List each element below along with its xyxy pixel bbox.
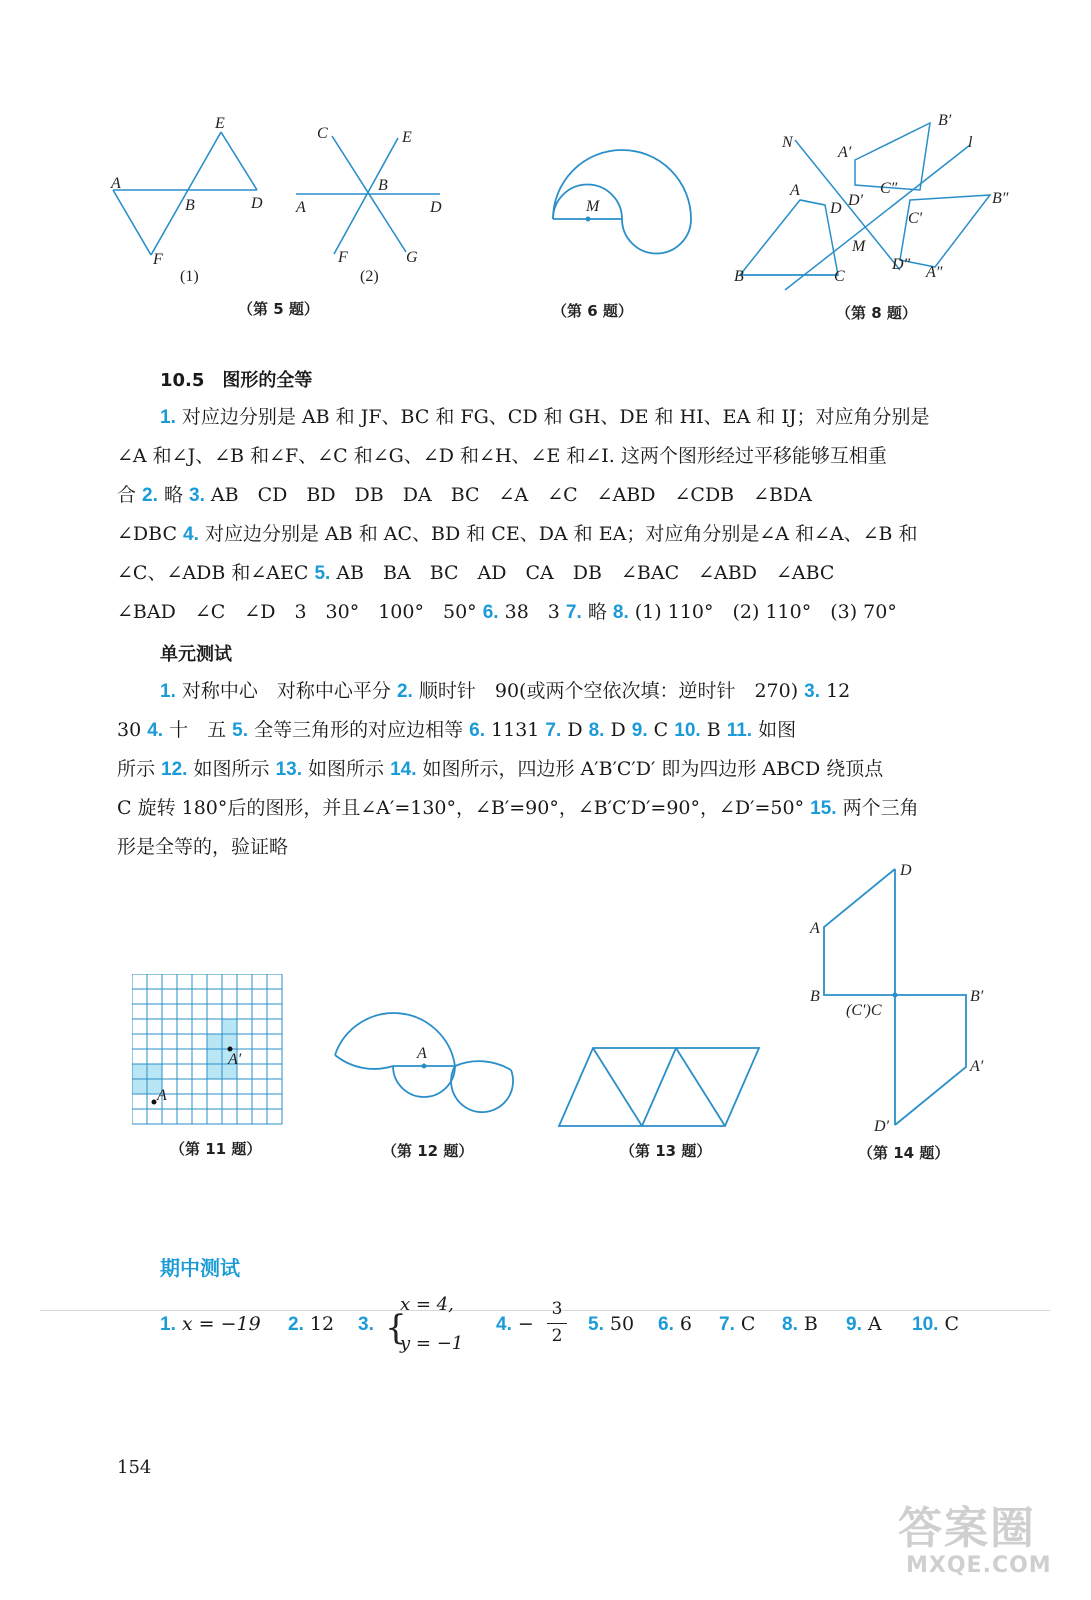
section-title-unit-test: 单元测试	[160, 644, 232, 665]
svg-text:E: E	[215, 115, 225, 132]
midterm-q3-eq2: y = −1	[400, 1333, 464, 1354]
svg-text:(C′)C: (C′)C	[846, 1002, 882, 1019]
answer-text: 38 3	[498, 601, 566, 623]
svg-text:D: D	[900, 862, 912, 879]
midterm-q7	[719, 1313, 755, 1336]
sec105-line	[117, 443, 1007, 469]
sec105-line	[117, 482, 1007, 509]
answer-text: 对应边分别是 AB 和 JF、BC 和 FG、CD 和 GH、DE 和 HI、EA 和 IJ；对应角分别是	[175, 406, 930, 428]
midterm-q1-number: 1.	[160, 1314, 176, 1335]
svg-text:A″: A″	[926, 264, 943, 281]
answer-text: 合	[117, 484, 143, 506]
svg-text:A′: A′	[970, 1058, 984, 1075]
question-number: 2.	[142, 485, 158, 506]
midterm-q9-answer: A	[867, 1313, 882, 1335]
question-number: 1.	[160, 407, 176, 428]
figure-11-caption: （第 11 题）	[170, 1140, 262, 1158]
question-number: 1.	[160, 681, 176, 702]
divider-line	[40, 1310, 1050, 1311]
answer-text: 对应边分别是 AB 和 AC、BD 和 CE、DA 和 EA；对应角分别是∠A 和∠A、∠B 和	[198, 523, 918, 545]
answer-text: 略	[581, 601, 613, 623]
question-number: 10.	[674, 720, 701, 741]
question-number: 8.	[612, 602, 629, 623]
sec105-line	[160, 404, 1050, 431]
question-number: 15.	[810, 798, 837, 819]
watermark-line1: 答案圈	[898, 1503, 1036, 1554]
midterm-q5-number: 5.	[588, 1314, 604, 1335]
page-number: 154	[117, 1457, 152, 1478]
svg-text:M: M	[852, 238, 866, 255]
svg-text:B′: B′	[970, 988, 984, 1005]
watermark-line2: MXQE.COM	[906, 1553, 1052, 1578]
midterm-q5	[588, 1313, 634, 1336]
question-number: 4.	[147, 720, 164, 741]
svg-text:B: B	[810, 988, 820, 1005]
figure-6	[478, 145, 698, 295]
midterm-q2-answer: 12	[309, 1313, 335, 1335]
midterm-q8	[782, 1313, 818, 1336]
answer-text: 两个三角	[836, 797, 919, 819]
figure-5-sub2-label: (2)	[360, 268, 379, 285]
midterm-q6	[658, 1313, 692, 1336]
svg-text:A: A	[157, 1087, 167, 1104]
answer-text: 如图所示，四边形 A′B′C′D′ 即为四边形 ABCD 绕顶点	[416, 758, 884, 780]
figure-14-caption: （第 14 题）	[858, 1144, 950, 1162]
svg-text:F: F	[153, 251, 163, 268]
svg-text:C″: C″	[880, 180, 898, 197]
answer-text: 30	[117, 719, 148, 741]
section-title-10-5: 10.5 图形的全等	[160, 370, 313, 391]
answer-text: 对称中心 对称中心平分	[175, 680, 397, 702]
answer-text: D	[604, 719, 632, 741]
sec105-line	[117, 521, 1007, 548]
question-number: 7.	[565, 602, 582, 623]
svg-text:A′: A′	[838, 144, 852, 161]
section-title-midterm: 期中测试	[160, 1256, 240, 1280]
question-number: 5.	[232, 720, 249, 741]
answer-text: ∠A 和∠J、∠B 和∠F、∠C 和∠G、∠D 和∠H、∠E 和∠I. 这两个图形经过平移能够互相重	[117, 445, 887, 467]
svg-text:D: D	[251, 195, 263, 212]
svg-text:D′: D′	[848, 192, 864, 209]
answer-text: ∠BAD ∠C ∠D 3 30° 100° 50°	[117, 601, 483, 623]
answer-text: AB CD BD DB DA BC ∠A ∠C ∠ABD ∠CDB ∠BDA	[204, 484, 812, 506]
question-number: 11.	[726, 720, 753, 741]
midterm-q10	[912, 1313, 959, 1336]
answer-text: 如图	[752, 719, 797, 741]
figure-5-1	[105, 110, 275, 280]
question-number: 6.	[482, 602, 499, 623]
unittest-line	[117, 795, 1007, 822]
midterm-q6-answer: 6	[679, 1313, 692, 1335]
svg-text:N: N	[782, 134, 793, 151]
question-number: 3.	[189, 485, 205, 506]
svg-text:C: C	[317, 125, 328, 142]
answer-text: 形是全等的，验证略	[117, 836, 289, 858]
figure-13	[555, 1044, 765, 1130]
answer-text: C 旋转 180°后的图形，并且∠A′=130°，∠B′=90°，∠B′C′D′=90°，∠D′=50°	[117, 797, 811, 819]
svg-text:M: M	[586, 198, 600, 215]
svg-text:D″: D″	[892, 256, 911, 273]
midterm-q4-sign: −	[517, 1313, 534, 1335]
midterm-q8-number: 8.	[782, 1314, 798, 1335]
midterm-q6-number: 6.	[658, 1314, 674, 1335]
question-number: 9.	[631, 720, 648, 741]
svg-text:A: A	[790, 182, 800, 199]
svg-text:A: A	[810, 920, 820, 937]
answer-text: ∠DBC	[117, 523, 184, 545]
midterm-q1-answer: x = −19	[181, 1313, 261, 1335]
svg-text:A′: A′	[228, 1051, 242, 1068]
question-number: 14.	[390, 759, 417, 780]
svg-text:B′: B′	[938, 112, 952, 129]
question-number: 8.	[588, 720, 605, 741]
answer-text: 十 五	[163, 719, 233, 741]
midterm-q3-number-text: 3.	[358, 1314, 374, 1335]
answer-text: C	[647, 719, 675, 741]
svg-text:D: D	[830, 200, 842, 217]
figure-8-caption: （第 8 题）	[836, 304, 917, 322]
figure-5-2	[290, 118, 450, 278]
figure-12-caption: （第 12 题）	[382, 1142, 474, 1160]
svg-text:C: C	[834, 268, 845, 285]
midterm-q4-numerator: 3	[551, 1299, 563, 1319]
answer-text: 12	[820, 680, 851, 702]
midterm-q3-number	[358, 1313, 374, 1336]
answer-text: 略	[157, 484, 189, 506]
answer-text: 如图所示	[187, 758, 276, 780]
fraction-bar	[547, 1323, 567, 1324]
question-number: 13.	[275, 759, 302, 780]
svg-text:D′: D′	[874, 1118, 890, 1135]
sec105-line	[117, 560, 1007, 587]
midterm-q8-answer: B	[803, 1313, 818, 1335]
answer-text: B	[700, 719, 727, 741]
svg-text:B: B	[734, 268, 744, 285]
question-number: 6.	[469, 720, 485, 741]
answer-text: 全等三角形的对应边相等	[248, 719, 470, 741]
answer-text: ∠C、∠ADB 和∠AEC	[117, 562, 315, 584]
question-number: 12.	[161, 759, 188, 780]
figure-5-sub1-label: (1)	[180, 268, 199, 285]
svg-text:E: E	[402, 129, 412, 146]
figure-12	[325, 1000, 525, 1130]
figure-11-grid	[132, 974, 284, 1126]
unittest-line	[117, 756, 1007, 783]
midterm-q9-number: 9.	[846, 1314, 862, 1335]
midterm-q9	[846, 1313, 882, 1336]
svg-text:A: A	[111, 175, 121, 192]
answer-text: 顺时针 90(或两个空依次填：逆时针 270)	[412, 680, 805, 702]
midterm-q4	[496, 1313, 534, 1336]
midterm-q10-number: 10.	[912, 1314, 939, 1335]
midterm-q4-denominator: 2	[551, 1326, 563, 1346]
question-number: 7.	[545, 720, 562, 741]
figure-13-caption: （第 13 题）	[620, 1142, 712, 1160]
svg-text:C′: C′	[908, 210, 923, 227]
midterm-q1	[160, 1313, 261, 1336]
question-number: 2.	[396, 681, 413, 702]
unittest-line	[117, 717, 1007, 744]
svg-text:B″: B″	[992, 190, 1009, 207]
figure-8	[730, 105, 1030, 305]
svg-text:B: B	[185, 197, 195, 214]
svg-text:A: A	[296, 199, 306, 216]
svg-text:l: l	[968, 134, 973, 151]
question-number: 3.	[804, 681, 821, 702]
midterm-q4-number: 4.	[496, 1314, 512, 1335]
answer-text: (1) 110° (2) 110° (3) 70°	[628, 601, 897, 623]
midterm-q7-answer: C	[740, 1313, 756, 1335]
answer-text: 1131	[484, 719, 546, 741]
brace-icon: {	[385, 1308, 407, 1348]
midterm-q3-eq1: x = 4,	[400, 1294, 454, 1315]
figure-5-caption: （第 5 题）	[238, 300, 319, 318]
question-number: 4.	[183, 524, 199, 545]
sec105-line	[117, 599, 1007, 626]
midterm-q5-answer: 50	[609, 1313, 635, 1335]
answer-text: 所示	[117, 758, 162, 780]
midterm-q10-answer: C	[944, 1313, 960, 1335]
midterm-q7-number: 7.	[719, 1314, 735, 1335]
unittest-line	[160, 678, 1050, 705]
svg-text:A: A	[417, 1045, 427, 1062]
midterm-q2-number: 2.	[288, 1314, 304, 1335]
svg-text:G: G	[406, 249, 418, 266]
svg-text:D: D	[430, 199, 442, 216]
answer-text: AB BA BC AD CA DB ∠BAC ∠ABD ∠ABC	[330, 562, 835, 584]
svg-text:F: F	[338, 249, 348, 266]
answer-text: D	[561, 719, 589, 741]
answer-text: 如图所示	[301, 758, 391, 780]
question-number: 5.	[314, 563, 331, 584]
figure-14	[800, 855, 1000, 1140]
midterm-q2	[288, 1313, 334, 1336]
svg-text:B: B	[378, 177, 388, 194]
watermark-logo	[898, 1505, 1052, 1579]
figure-6-caption: （第 6 题）	[552, 302, 633, 320]
